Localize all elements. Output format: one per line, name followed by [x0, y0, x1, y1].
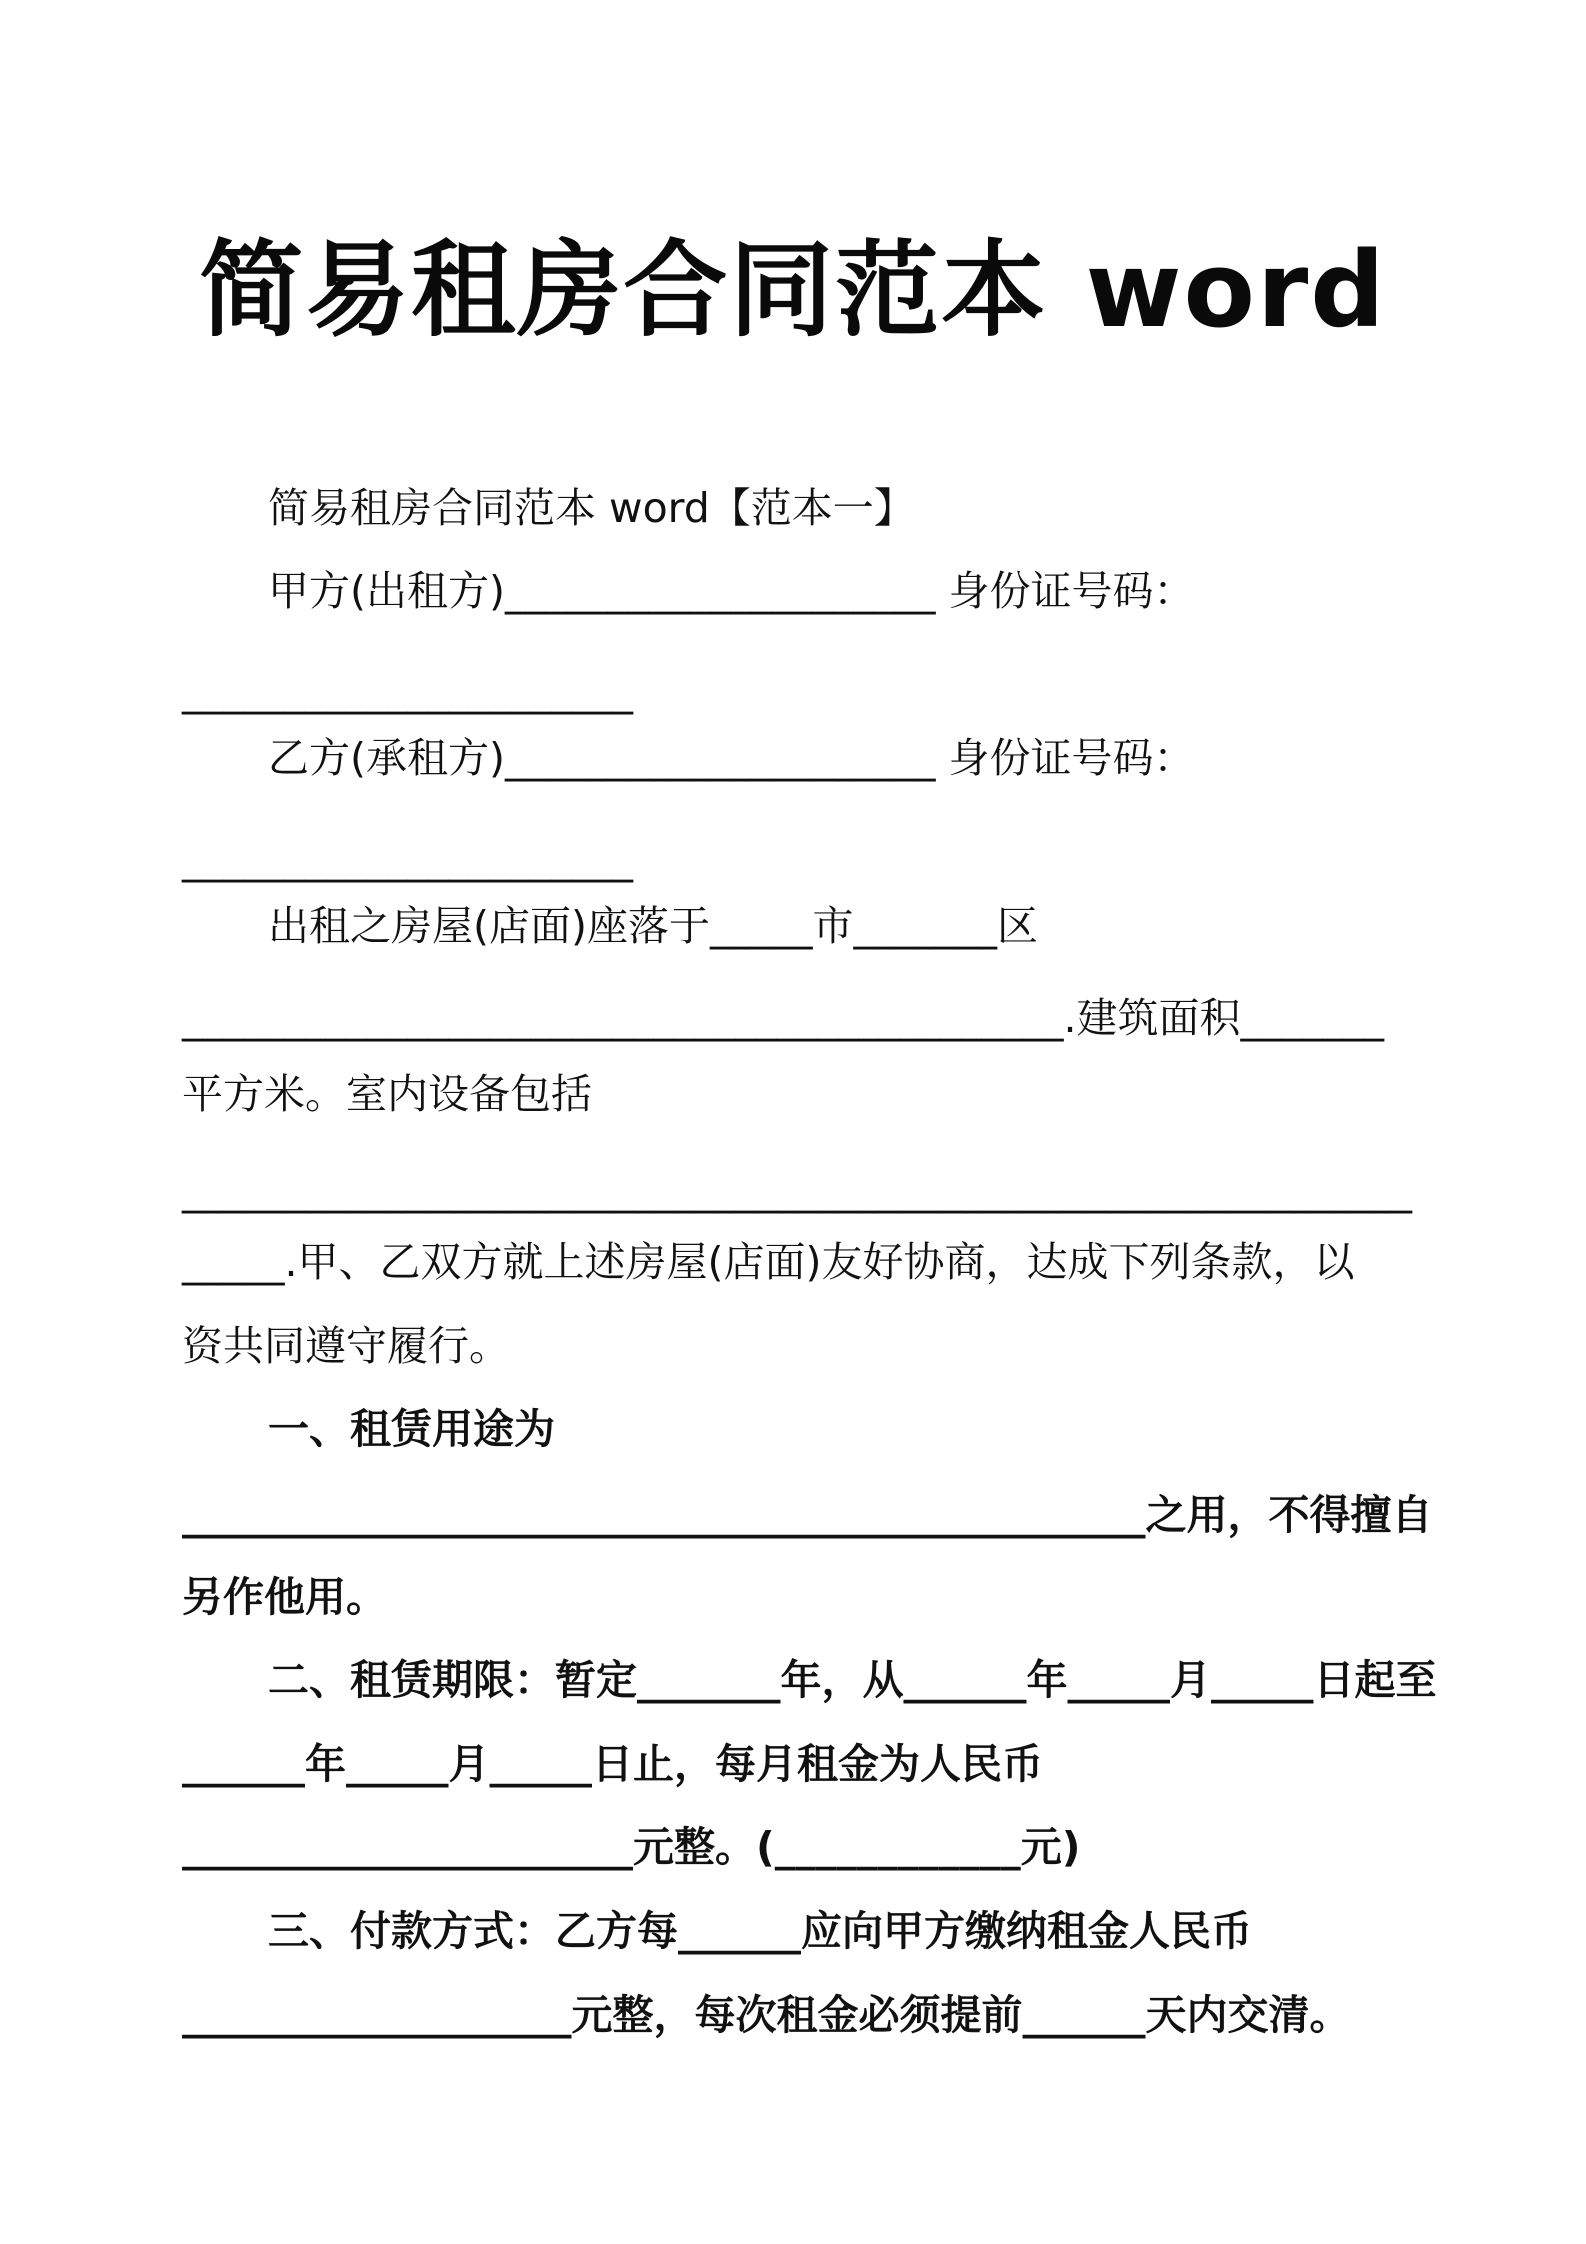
agreement-line-end: 资共同遵守履行。	[182, 1322, 510, 1370]
equipment-line: 平方米。室内设备包括	[182, 1070, 592, 1118]
subtitle-line: 简易租房合同范本 word【范本一】	[268, 484, 915, 532]
equipment-blank-line: ____________________________________________________________	[182, 1166, 1412, 1214]
clause-3-line: 三、付款方式：乙方每______应向甲方缴纳租金人民币	[268, 1907, 1252, 1955]
agreement-line: _____.甲、乙双方就上述房屋(店面)友好协商，达成下列条款，以	[182, 1238, 1355, 1286]
clause-1-text: _______________________________________________之用，不得擅自	[182, 1491, 1433, 1539]
clause-3-line-2: ___________________元整，每次租金必须提前______天内交清。	[182, 1991, 1351, 2039]
document-title: 简易租房合同范本 word	[199, 229, 1387, 351]
clause-1-heading: 一、租赁用途为	[268, 1405, 555, 1453]
clause-2-line: 二、租赁期限：暂定_______年，从______年_____月_____日起至	[268, 1656, 1437, 1704]
party-b-line: 乙方(承租方)_____________________ 身份证号码：	[268, 734, 1195, 782]
property-location-line: 出租之房屋(店面)座落于_____市_______区	[268, 902, 1038, 950]
clause-1-text-end: 另作他用。	[182, 1573, 387, 1621]
party-a-line: 甲方(出租方)_____________________ 身份证号码：	[268, 567, 1195, 615]
clause-2-line-2: ______年_____月_____日止，每月租金为人民币	[182, 1740, 1043, 1788]
property-area-line: ___________________________________________.建筑面积_______	[182, 994, 1385, 1042]
party-b-id-blank: ______________________	[182, 835, 633, 883]
clause-2-line-3: ______________________元整。(____________元)	[182, 1823, 1081, 1871]
party-a-id-blank: ______________________	[182, 667, 633, 715]
